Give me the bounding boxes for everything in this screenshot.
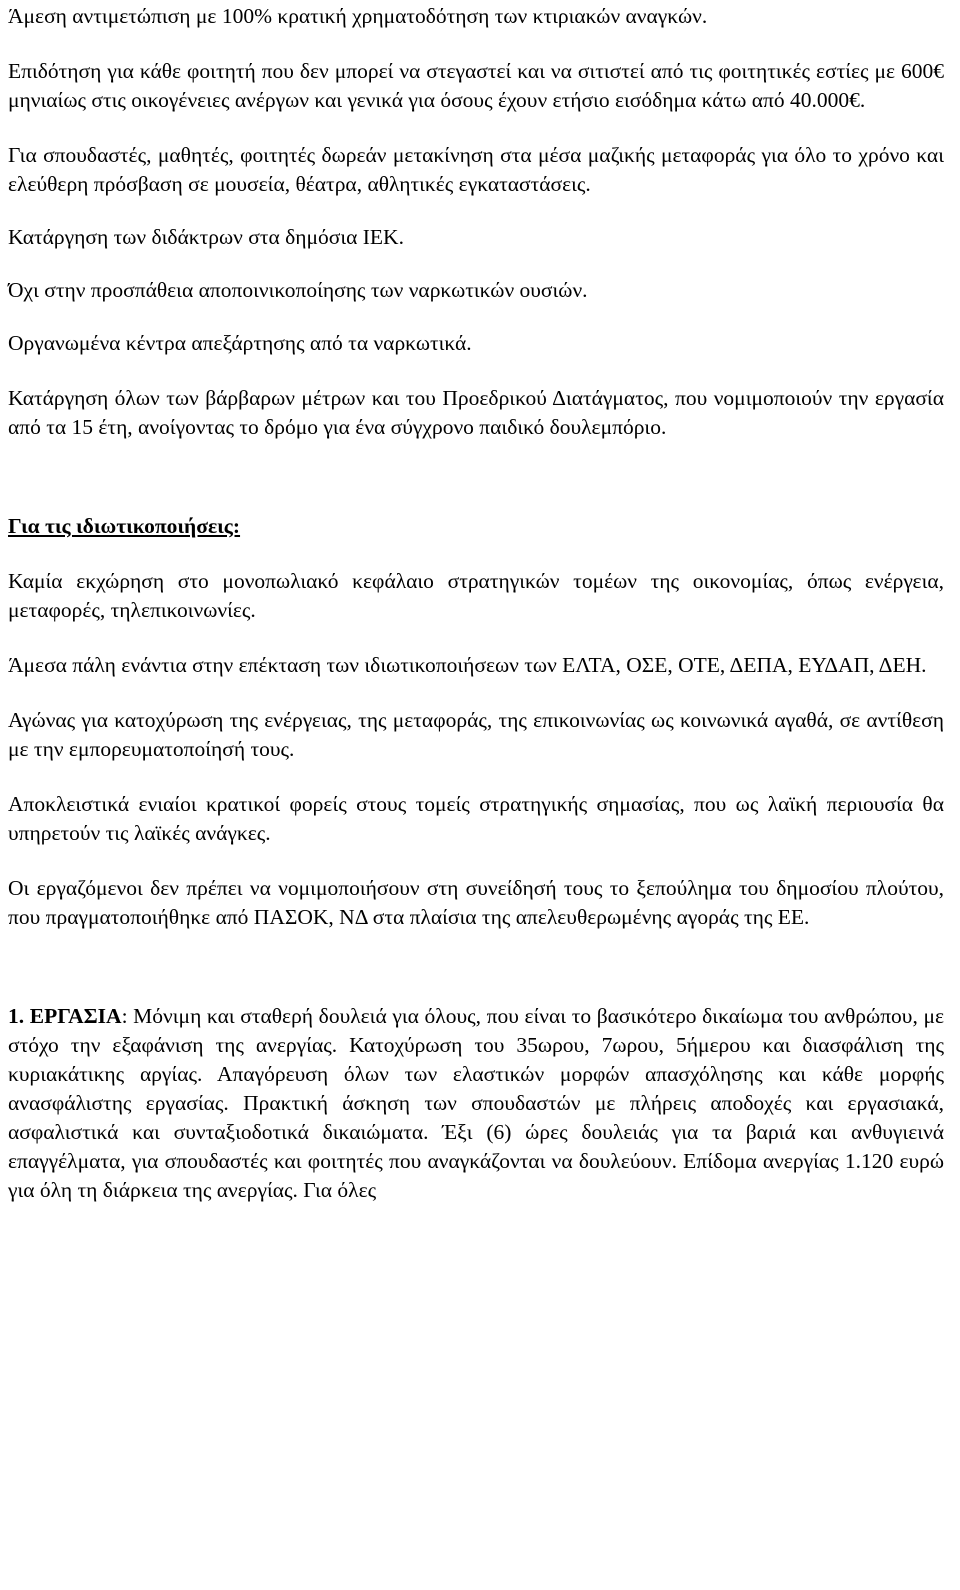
section-keyword: ΕΡΓΑΣΙΑ [29,1004,122,1028]
paragraph-state-entities: Αποκλειστικά ενιαίοι κρατικοί φορείς στους τομείς στρατηγικής σημασίας, που ως λαϊκή περιουσία θα υπηρετούν τις λαϊκές ανάγκες. [8,792,944,845]
section-heading-privatizations: Για τις ιδιωτικοποιήσεις: [8,514,241,538]
section-body: : Μόνιμη και σταθερή δουλειά για όλους, που είναι το βασικότερο δικαίωμα του ανθρώπου, με στόχο την εξαφάνιση της ανεργίας. Κατοχύρωση του 35ωρου, 7ωρου, 5ήμερου και διασφάλιση της κυριακάτικης αργίας. Απαγόρευση όλων των ελαστικών μορφών απασχόλησης και κάθε μορφής ανασφάλιστης εργασίας. Πρακτική άσκηση των σπουδαστών με πλήρεις αποδοχές και εργασιακά, ασφαλιστικά και συνταξιοδοτικά δικαιώματα. Έξι (6) ώρες δουλειάς για τα βαριά και ανθυγιεινά επαγγέλματα, για σπουδαστές και φοιτητές που αναγκάζονται να δουλεύουν. Επίδομα ανεργίας 1.120 ευρώ για όλη τη διάρκεια της ανεργίας. Για όλες [8,1004,944,1202]
section-number: 1. [8,1004,25,1028]
paragraph-fight-privatizations: Άμεσα πάλη ενάντια στην επέκταση των ιδιωτικοποιήσεων των ΕΛΤΑ, ΟΣΕ, ΟΤΕ, ΔΕΠΑ, ΕΥΔΑΠ, ΔΕΗ. [8,653,927,677]
paragraph-child-labor: Κατάργηση όλων των βάρβαρων μέτρων και του Προεδρικού Διατάγματος, που νομιμοποιούν την εργασία από τα 15 έτη, ανοίγοντας το δρόμο για ένα σύγχρονο παιδικό δουλεμπόριο. [8,386,944,439]
paragraph-public-goods: Αγώνας για κατοχύρωση της ενέργειας, της μεταφοράς, της επικοινωνίας ως κοινωνικά αγαθά, σε αντίθεση με την εμπορευματοποίησή τους. [8,708,944,761]
paragraph-iek-fees: Κατάργηση των διδάκτρων στα δημόσια ΙΕΚ. [8,225,404,249]
paragraph-building-needs: Άμεση αντιμετώπιση με 100% κρατική χρηματοδότηση των κτιριακών αναγκών. [8,4,708,28]
paragraph-drugs-decriminalization: Όχι στην προσπάθεια αποποινικοποίησης των ναρκωτικών ουσιών. [8,278,588,302]
paragraph-free-transport: Για σπουδαστές, μαθητές, φοιτητές δωρεάν μετακίνηση στα μέσα μαζικής μεταφοράς για όλο το χρόνο και ελεύθερη πρόσβαση σε μουσεία, θέατρα, αθλητικές εγκαταστάσεις. [8,143,944,196]
document-page [8,0,944,1205]
paragraph-no-concession: Καμία εκχώρηση στο μονοπωλιακό κεφάλαιο στρατηγικών τομέων της οικονομίας, όπως ενέργεια, μεταφορές, τηλεπικοινωνίες. [8,569,944,622]
paragraph-workers-consciousness: Οι εργαζόμενοι δεν πρέπει να νομιμοποιήσουν στη συνείδησή τους το ξεπούλημα του δημοσίου πλούτου, που πραγματοποιήθηκε από ΠΑΣΟΚ, ΝΔ στα πλαίσια της απελευθερωμένης αγοράς της ΕΕ. [8,876,944,929]
paragraph-student-subsidy: Επιδότηση για κάθε φοιτητή που δεν μπορεί να στεγαστεί και να σιτιστεί από τις φοιτητικές εστίες με 600€ μηνιαίως στις οικογένειες ανέργων και γενικά για όσους έχουν ετήσιο εισόδημα κάτω από 40.000€. [8,59,944,112]
section-1-work [8,1002,944,1205]
paragraph-rehab-centers: Οργανωμένα κέντρα απεξάρτησης από τα ναρκωτικά. [8,331,472,355]
